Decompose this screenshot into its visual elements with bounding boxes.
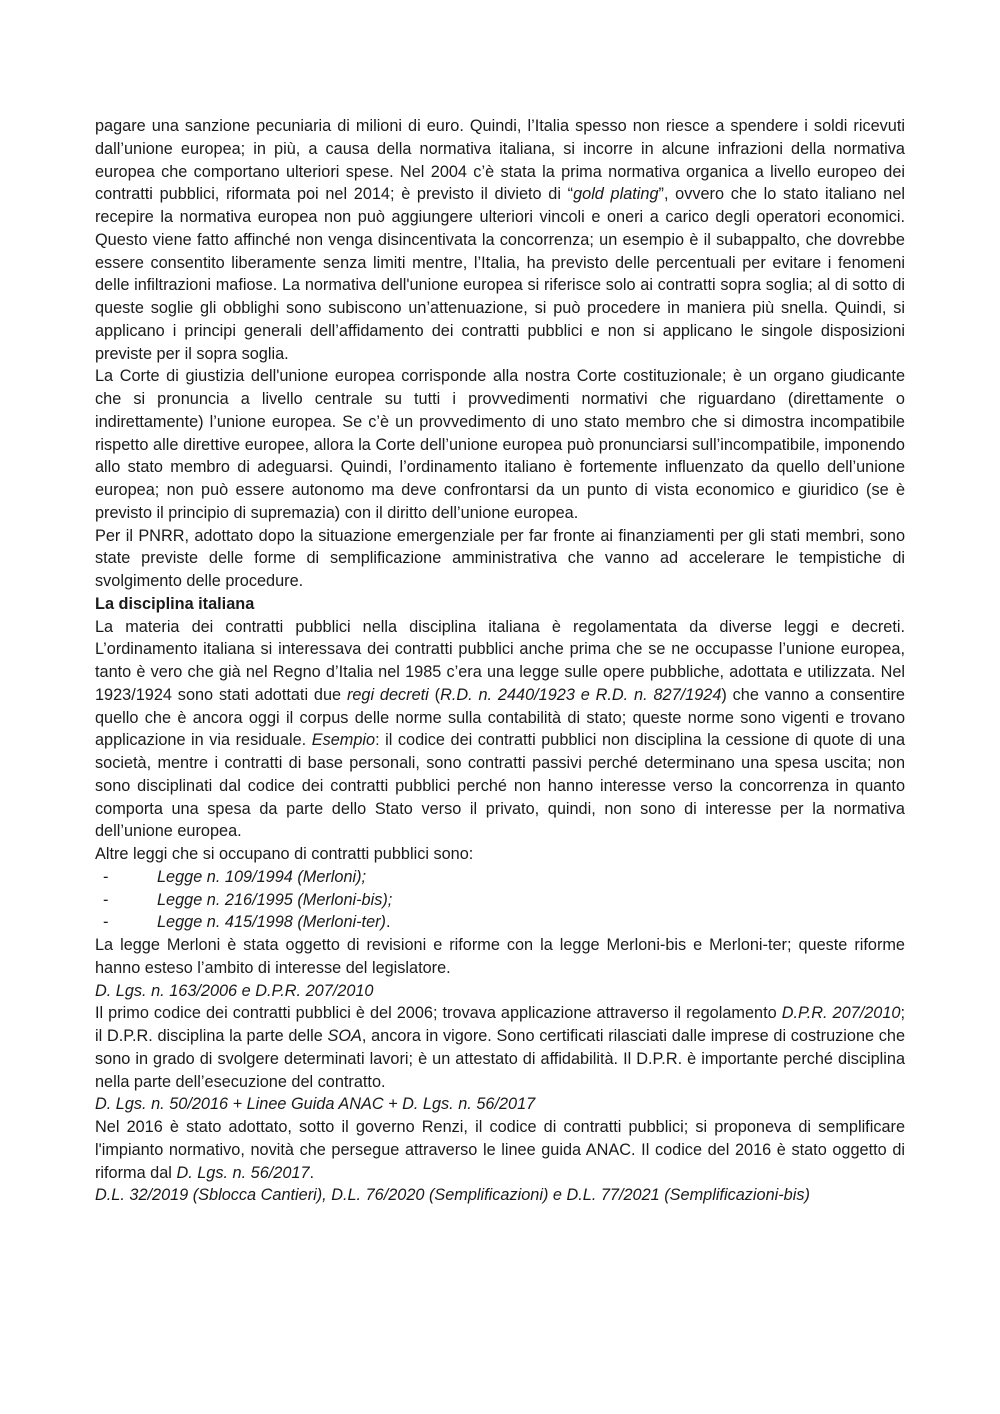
text-run: , ancora in vigore. Sono certificati rilasciati dalle imprese di costruzione che sono in grado di svolgere determinati lavori; è un attestato di affidabilità. Il D.P.R. è importante perché disciplina nella parte dell’esecuzione del contratto. [95, 1027, 906, 1091]
list-item-text: Legge n. 415/1998 (Merloni-ter) [157, 913, 386, 932]
list-bullet: - [103, 867, 109, 886]
paragraph-court-of-justice: La Corte di giustizia dell'unione europea corrisponde alla nostra Corte costituzionale; è un organo giudicante che si pronuncia a livello centrale su tutti i provvedimenti normativi che riguardano (direttamente o indirettamente) l’unione europea. Se c’è un provvedimento di uno stato membro che si dimostra incompatibile rispetto alle direttive europee, allora la Corte dell’unione europea può pronunciarsi sull’incompatibile, imponendo allo stato membro di adeguarsi. Quindi, l’ordinamento italiano è fortemente influenzato da quello dell’unione europea; non può essere autonomo ma deve confrontarsi da un punto di vista economico e giuridico (se è previsto il principio di supremazia) con il diritto dell’unione europea. [95, 367, 905, 522]
text-run: . [309, 1163, 315, 1182]
italic-term: D. Lgs. n. 56/2017 [176, 1163, 310, 1182]
subheading-dlgs-50: D. Lgs. n. 50/2016 + Linee Guida ANAC + D. Lgs. n. 56/2017 [95, 1095, 536, 1114]
list-item-text: Legge n. 216/1995 (Merloni-bis); [157, 890, 393, 909]
list-item [103, 911, 905, 934]
list-item-text: Legge n. 109/1994 (Merloni); [157, 867, 367, 886]
italic-term: SOA [327, 1027, 362, 1045]
list-item [103, 889, 905, 912]
text-run: Nel 2016 è stato adottato, sotto il governo Renzi, il codice di contratti pubblici; si proponeva di semplificare l'impianto normativo, novità che persegue attraverso le linee guida ANAC. Il codice del 2016 è stato oggetto di riforma dal [95, 1118, 905, 1182]
text-run: : il codice dei contratti pubblici non disciplina la cessione di quote di una società, mentre i contratti di base personali, sono contratti passivi perché determinano una spesa uscita; non sono disciplinati dal codice dei contratti pubblici perché non hanno interesse verso la concorrenza in quanto comporta una spesa da parte dello Stato verso il privato, quindi, non sono di interesse per la normativa dell’unione europea. [95, 731, 905, 841]
list-bullet: - [103, 890, 109, 909]
paragraph-pnrr: Per il PNRR, adottato dopo la situazione emergenziale per far fronte ai finanziamenti per gli stati membri, sono state previste delle forme di semplificazione amministrativa che vanno ad accelerare le tempistiche di svolgimento delle procedure. [95, 526, 905, 590]
paragraph-italian-discipline [95, 616, 905, 844]
italic-term: regi decreti [346, 685, 429, 704]
subheading-dl-32: D.L. 32/2019 (Sblocca Cantieri), D.L. 76/2020 (Semplificazioni) e D.L. 77/2021 (Semplificazioni-bis) [95, 1186, 810, 1205]
text-run: ”, ovvero che lo stato italiano nel recepire la normativa europea non può aggiungere ulteriori vincoli e oneri a carico degli operatori economici. Questo viene fatto affinché non venga disincentivata la concorrenza; un esempio è il subappalto, che dovrebbe essere consentito liberamente senza limiti mentre, l’Italia, ha previsto delle percentuali per evitare i fenomeni delle infiltrazioni mafiose. La normativa dell'unione europea si riferisce solo ai contratti sopra soglia; al di sotto di queste soglie gli obblighi sono subiscono un’attenuazione, si può procedere in maniera più snella. Quindi, si applicano i principi generali dell’affidamento dei contratti pubblici e non si applicano le singole disposizioni previste per il sopra soglia. [95, 185, 905, 363]
paragraph-merloni: La legge Merloni è stata oggetto di revisioni e riforme con la legge Merloni-bis e Merloni-ter; queste riforme hanno esteso l’ambito di interesse del legislatore. [95, 936, 905, 977]
paragraph-first-code [95, 1002, 905, 1093]
subheading-dlgs-163: D. Lgs. n. 163/2006 e D.P.R. 207/2010 [95, 981, 374, 1000]
text-run: pagare una sanzione pecuniaria di milioni di euro. Quindi, l’Italia spesso non riesce a spendere i soldi ricevuti dall’unione europea; in più, a causa della normativa italiana, si incorre in alcune infrazioni della normativa europea che comportano ulteriori spese. Nel 2004 c’è stata la prima normativa organica a livello europeo dei contratti pubblici, riformata poi nel 2014; è previsto il divieto di “ [95, 117, 905, 204]
text-run: Il primo codice dei contratti pubblici è del 2006; trovava applicazione attraverso il regolamento [95, 1004, 782, 1023]
text-run: La materia dei contratti pubblici nella disciplina italiana è regolamentata da diverse leggi e decreti. L’ordinamento italiana si interessava dei contratti pubblici anche prima che se ne occupasse l’unione europea, tanto è vero che già nel Regno d’Italia nel 1985 c’era una legge sulle opere pubbliche, adottata e utilizzata. Nel 1923/1924 sono stati adottati due [95, 617, 905, 704]
paragraph-other-laws-intro: Altre leggi che si occupano di contratti pubblici sono: [95, 845, 474, 863]
paragraph-eu-regulation [95, 115, 905, 365]
text-run: ; il D.P.R. disciplina la parte delle [95, 1004, 905, 1045]
italic-term: D.P.R. 207/2010 [781, 1004, 901, 1023]
section-heading: La disciplina italiana [95, 594, 255, 613]
text-run: ) che vanno a consentire quello che è ancora oggi il corpus delle norme sulla contabilità di stato; queste norme sono vigenti e trovano applicazione in via residuale. [95, 685, 905, 750]
paragraph-code-2016 [95, 1116, 905, 1184]
list-item [103, 866, 905, 889]
italic-term: R.D. n. 2440/1923 e R.D. n. 827/1924 [440, 685, 722, 704]
list-item-punct: . [385, 913, 391, 932]
list-bullet: - [103, 913, 109, 932]
document-page [95, 115, 905, 1207]
italic-term: Esempio [311, 731, 376, 750]
italic-term: gold plating [573, 185, 659, 204]
text-run: ( [428, 685, 441, 704]
laws-list [95, 866, 905, 934]
